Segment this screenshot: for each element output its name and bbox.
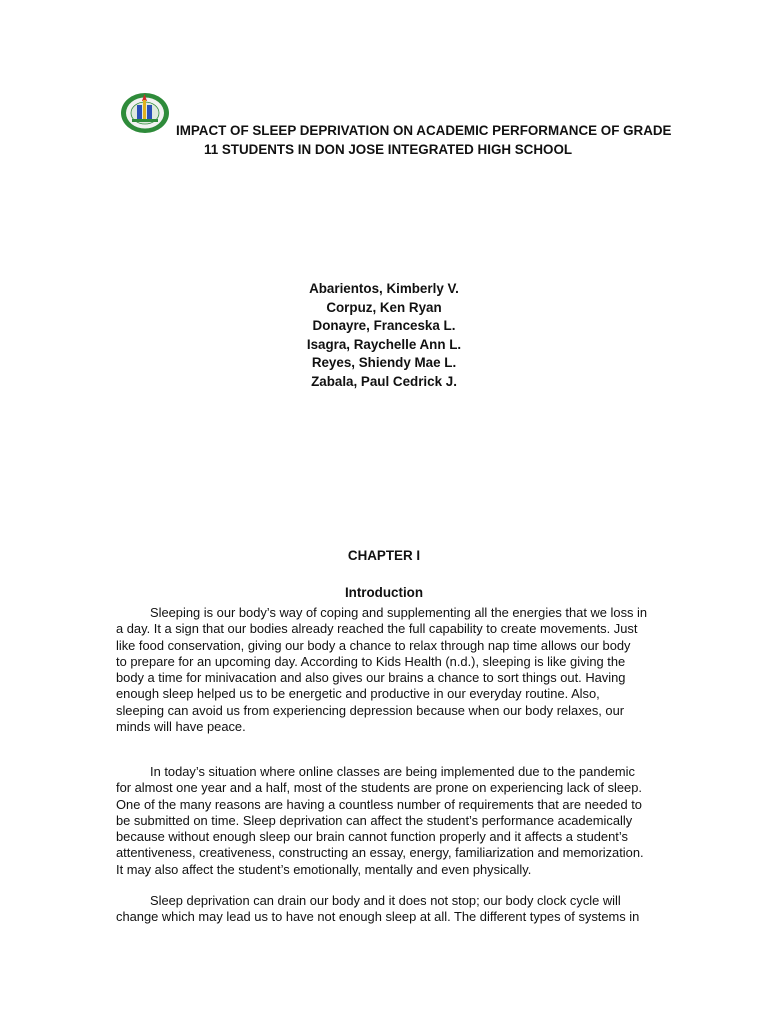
- paragraph-line: minds will have peace.: [116, 719, 246, 735]
- author-name: Abarientos, Kimberly V.: [309, 281, 459, 296]
- section-heading: Introduction: [344, 585, 424, 600]
- paragraph-3: [116, 893, 656, 926]
- author-name: Reyes, Shiendy Mae L.: [311, 355, 457, 370]
- chapter-heading: CHAPTER I: [347, 548, 421, 563]
- paragraph-line: change which may lead us to have not enough sleep at all. The different types of systems in: [116, 909, 640, 925]
- paragraph-line: One of the many reasons are having a countless number of requirements that are needed to: [116, 796, 642, 812]
- author-list: [0, 280, 768, 391]
- paragraph-line: attentiveness, creativeness, constructing an essay, energy, familiarization and memorization.: [116, 845, 644, 861]
- paragraph-line: for almost one year and a half, most of the students are prone on experiencing lack of sleep.: [116, 780, 642, 796]
- document-title: [120, 121, 680, 159]
- title-line-1: IMPACT OF SLEEP DEPRIVATION ON ACADEMIC PERFORMANCE OF GRADE: [176, 123, 672, 138]
- paragraph-line: In today’s situation where online classes are being implemented due to the pandemic: [150, 764, 635, 779]
- paragraph-line: like food conservation, giving our body a chance to relax through nap time allows our body: [116, 637, 631, 653]
- paragraph-line: to prepare for an upcoming day. According to Kids Health (n.d.), sleeping is like giving the: [116, 653, 626, 669]
- author-name: Zabala, Paul Cedrick J.: [311, 373, 457, 389]
- paragraph-line: It may also affect the student’s emotionally, mentally and even physically.: [116, 861, 532, 877]
- paragraph-line: Sleeping is our body’s way of coping and supplementing all the energies that we loss in: [150, 605, 648, 620]
- author-name: Donayre, Franceska L.: [312, 318, 456, 333]
- paragraph-line: Sleep deprivation can drain our body and it does not stop; our body clock cycle will: [150, 893, 621, 908]
- author-name: Corpuz, Ken Ryan: [326, 299, 442, 315]
- paragraph-2: [116, 764, 656, 878]
- paragraph-line: body a time for minivacation and also gives our brains a chance to sort things out. Having: [116, 670, 626, 686]
- paragraph-line: because without enough sleep our brain cannot function properly and it affects a student’s: [116, 829, 628, 845]
- title-line-2: 11 STUDENTS IN DON JOSE INTEGRATED HIGH SCHOOL: [204, 142, 573, 157]
- paragraph-line: be submitted on time. Sleep deprivation can affect the student’s performance academically: [116, 812, 633, 828]
- paragraph-1: [116, 605, 656, 735]
- paragraph-line: sleeping can avoid us from experiencing depression because when our body relaxes, our: [116, 702, 625, 718]
- author-name: Isagra, Raychelle Ann L.: [306, 336, 462, 352]
- paragraph-line: a day. It a sign that our bodies already reached the full capability to create movements. Just: [116, 621, 638, 637]
- paragraph-line: enough sleep helped us to be energetic and productive in our everyday routine. Also,: [116, 686, 600, 702]
